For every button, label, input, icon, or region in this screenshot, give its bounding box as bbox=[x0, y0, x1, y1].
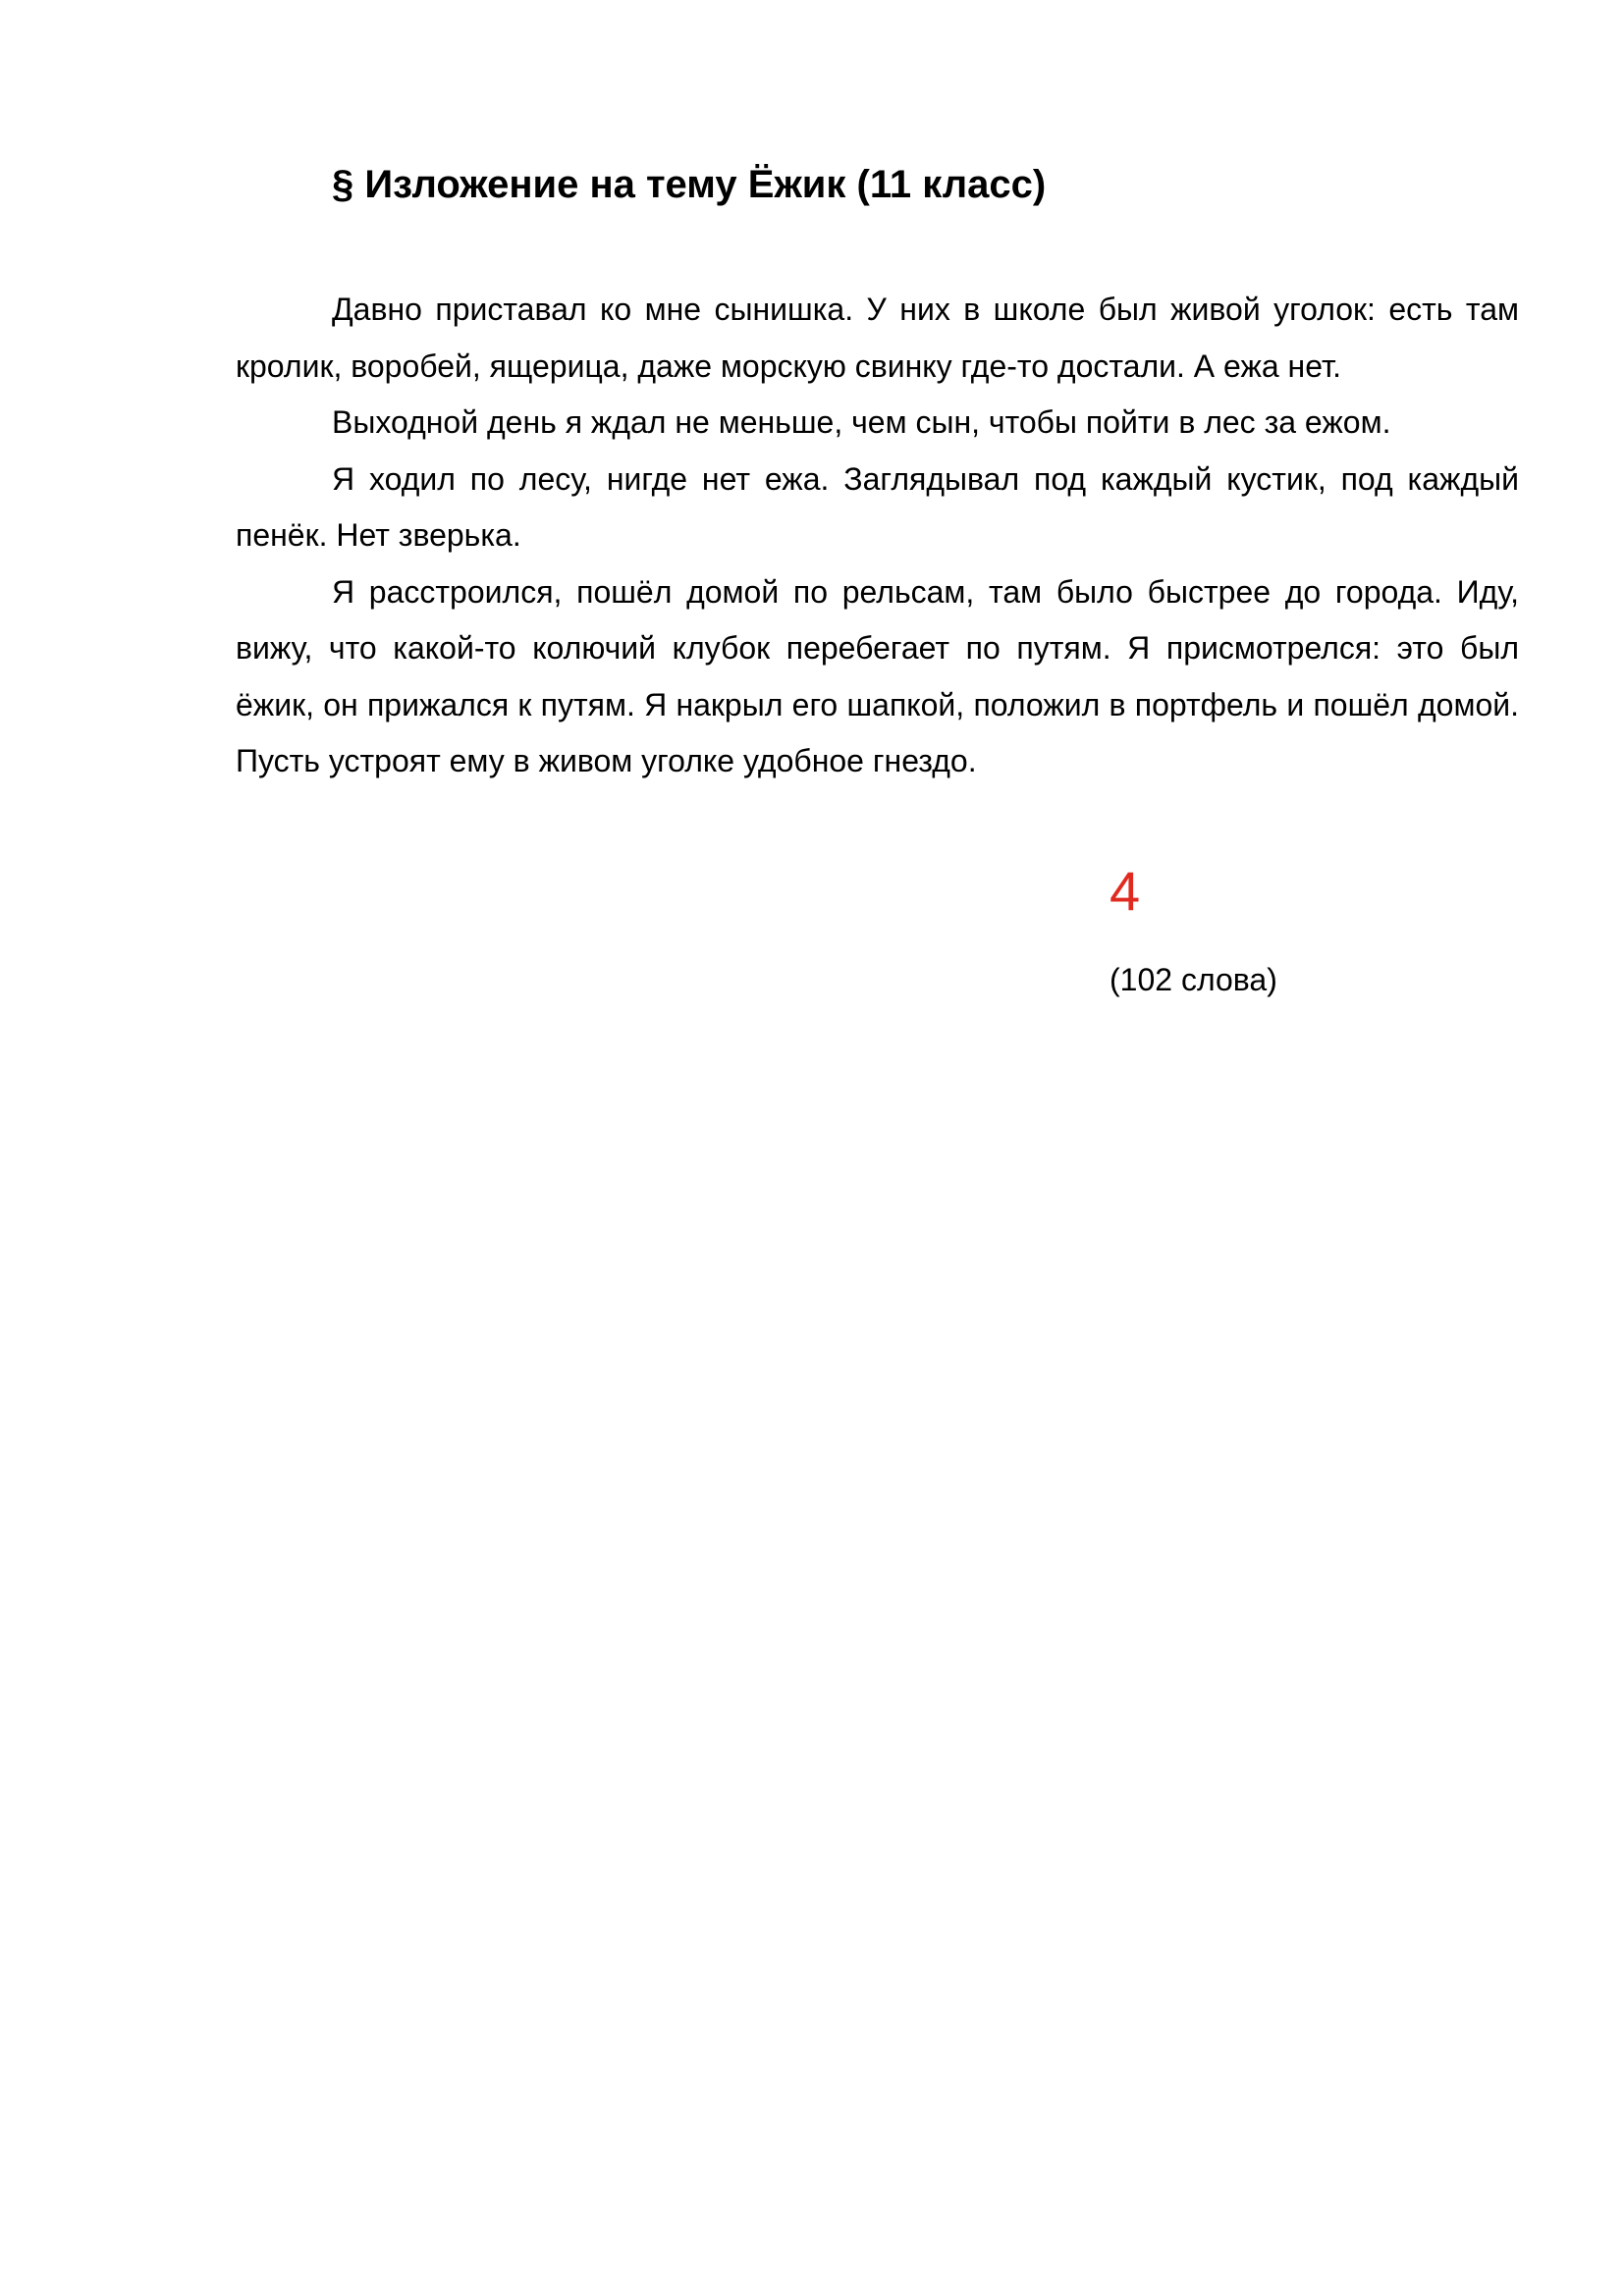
grade-mark: 4 bbox=[1110, 860, 1141, 922]
word-count: (102 слова) bbox=[1110, 962, 1277, 997]
paragraph-3: Я ходил по лесу, нигде нет ежа. Заглядывал под каждый кустик, под каждый пенёк. Нет зверька. bbox=[236, 460, 1519, 553]
document-body bbox=[236, 282, 1519, 790]
paragraph-4: Я расстроился, пошёл домой по рельсам, там было быстрее до города. Иду, вижу, что какой-то колючий клубок перебегает по путям. Я присмотрелся: это был ёжик, он прижался к путям. Я накрыл его шапкой, положил в портфель и пошёл домой. Пусть устроят ему в живом уголке удобное гнездо. bbox=[236, 573, 1519, 778]
paragraph-2: Выходной день я ждал не меньше, чем сын, чтобы пойти в лес за ежом. bbox=[332, 404, 1391, 440]
paragraph-1: Давно приставал ко мне сынишка. У них в школе был живой уголок: есть там кролик, воробей, ящерица, даже морскую свинку где-то достали. А ежа нет. bbox=[236, 292, 1519, 384]
document-title: § Изложение на тему Ёжик (11 класс) bbox=[332, 163, 1047, 206]
